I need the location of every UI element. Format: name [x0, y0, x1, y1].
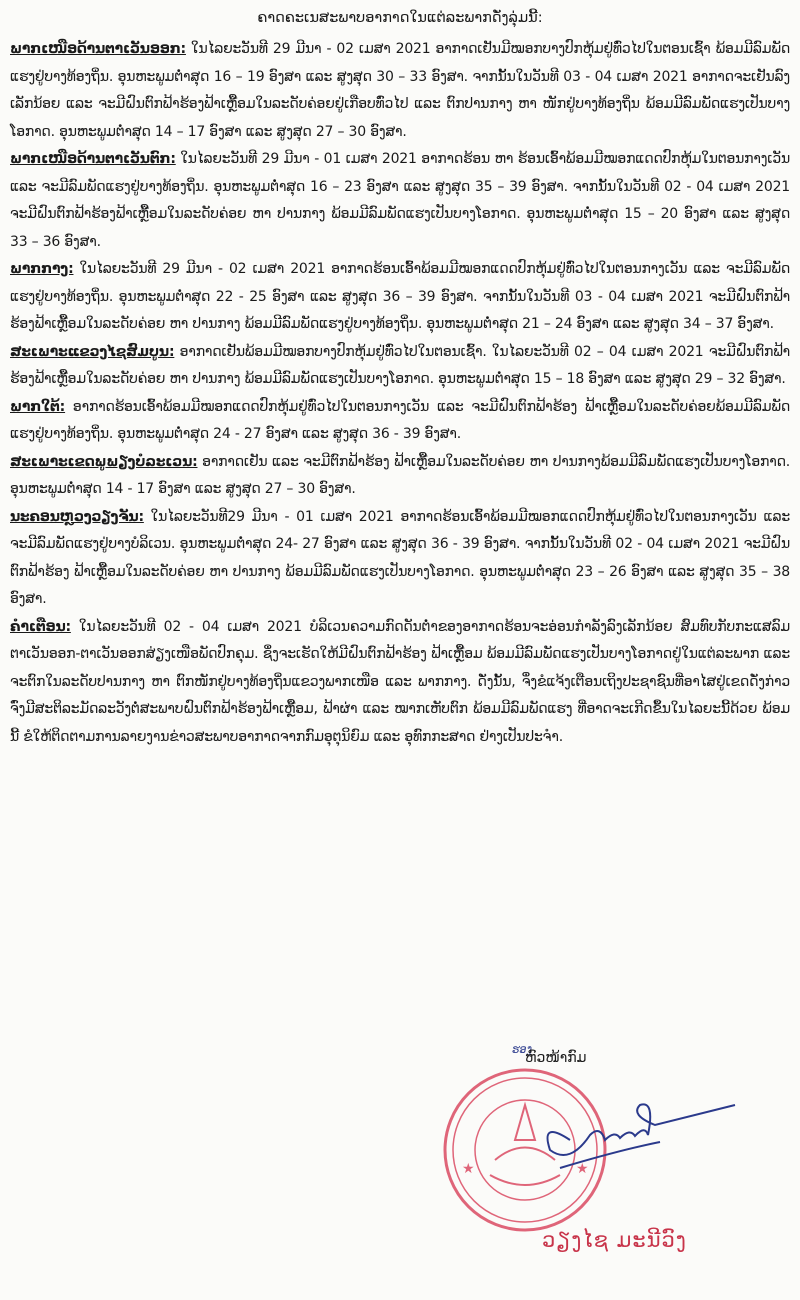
section-heading: ພາກເໜືອດ້ານຕາເວັນຕົກ:: [10, 151, 176, 167]
section-text: ອາກາດເຢັນພ້ອມມີໝອກບາງປົກຫຸ້ມຢູ່ທົ່ວໄປໃນຕອນເຊົ້າ. ໃນໄລຍະວັນທີ 02 – 04 ເມສາ 2021 ຈະມີຝົນຕົກຟ້າຮ້ອງຟ້າເຫຼື້ອມໃນລະດັບຄ່ອຍ ຫາ ປານກາງ ພ້ອມມີລົມພັດແຮງເປັນບາງໂອກາດ. ອຸນຫະພູມຕໍ່າສຸດ 15 – 18 ອົງສາ ແລະ ສູງສຸດ 29 – 32 ອົງສາ.: [10, 343, 790, 387]
section-text: ອາກາດເຢັນ ແລະ ຈະມີຕົກຟ້າຮ້ອງ ຟ້າເຫຼື້ອມໃນລະດັບຄ່ອຍ ຫາ ປານກາງພ້ອມມີລົມພັດແຮງເປັນບາງໂອກາດ. ອຸນຫະພູມຕໍ່າສຸດ 14 - 17 ອົງສາ ແລະ ສູງສຸດ 27 – 30 ອົງສາ.: [10, 453, 790, 497]
section-south: [10, 394, 790, 449]
section-warning: [10, 614, 790, 752]
section-heading: ພາກກາງ:: [10, 261, 74, 277]
section-heading: ພາກເໜືອດ້ານຕາເວັນອອກ:: [10, 41, 186, 57]
section-heading: ສະເພາະແຂວງໄຊສົມບູນ:: [10, 343, 175, 360]
signatory-position: ຫົວໜ້າກົມ: [525, 1050, 587, 1066]
handwritten-signature: [530, 1080, 760, 1190]
section-northwest: [10, 146, 790, 256]
section-bolaven: [10, 449, 790, 504]
section-text: ໃນໄລຍະວັນທີ 02 - 04 ເມສາ 2021 ບໍລິເວນຄວາມກົດດັນຕໍ່າຂອງອາກາດຮ້ອນຈະອ່ອນກຳລັງລົງເລັກນ້ອຍ ສົມທົບກັບກະແສລົມຕາເວັນອອກ-ຕາເວັນອອກສ່ຽງເໜືອພັດປົກຄຸມ. ຊຶ່ງຈະເຮັດໃຫ້ມີຝົນຕົກຟ້າຮ້ອງ ຟ້າເຫຼື້ອມ ພ້ອມມີລົມພັດແຮງເປັນບາງໂອກາດຢູ່ໃນແຕ່ລະພາກ ແລະ ຈະຕົກໃນລະດັບປານກາງ ຫາ ຕົກໜັກຢູ່ບາງທ້ອງຖິ່ນແຂວງພາກເໜືອ ແລະ ພາກກາງ. ດັ່ງນັ້ນ, ຈຶ່ງຂໍແຈ້ງເຕືອນເຖິງປະຊາຊົນທີ່ອາໄສຢູ່ເຂດດັ່ງກ່າວ ຈົ່ງມີສະຕິລະມັດລະວັງຕໍ່ສະພາບຝົນຕົກຟ້າຮ້ອງຟ້າເຫຼື້ອມ, ຟ້າຜ່າ ແລະ ໝາກເຫັບຕົກ ພ້ອມມີລົມພັດແຮງ ທີ່ອາດຈະເກີດຂຶ້ນໃນໄລຍະນີ້ດ້ວຍ ພ້ອມນີ້ ຂໍໃຫ້ຕິດຕາມການລາຍງານຂ່າວສະພາບອາກາດຈາກກົມອຸຕຸນິຍົມ ແລະ ອຸທົກກະສາດ ຢ່າງເປັນປະຈຳ.: [10, 618, 790, 745]
section-text: ໃນໄລຍະວັນທີ 29 ມີນາ - 01 ເມສາ 2021 ອາກາດຮ້ອນ ຫາ ຮ້ອນເອົ້າພ້ອມມີໝອກແດດປົກຫຸ້ມໃນຕອນກາງເວັນ ແລະ ຈະມີລົມພັດແຮງຢູ່ບາງທ້ອງຖິ່ນ. ອຸນຫະພູມຕໍ່າສຸດ 16 – 23 ອົງສາ ແລະ ສູງສຸດ 35 – 39 ອົງສາ. ຈາກນັ້ນໃນວັນທີ 02 - 04 ເມສາ 2021 ຈະມີຝົນຕົກຟ້າຮ້ອງຟ້າເຫຼື້ອມໃນລະດັບຄ່ອຍ ຫາ ປານກາງ ພ້ອມມີລົມພັດແຮງເປັນບາງໂອກາດ. ອຸນຫະພູມຕໍ່າສຸດ 15 – 20 ອົງສາ ແລະ ສູງສຸດ 33 – 36 ອົງສາ.: [10, 151, 790, 250]
svg-text:★: ★: [462, 1161, 475, 1177]
section-text: ອາກາດຮ້ອນເອົ້າພ້ອມມີໝອກແດດປົກຫຸ້ມຢູ່ທົ່ວໄປໃນຕອນກາງເວັນ ແລະ ຈະມີຝົນຕົກຟ້າຮ້ອງ ຟ້າເຫຼື້ອມໃນລະດັບຄ່ອຍພ້ອມມີລົມພັດແຮງຢູ່ບາງທ້ອງຖິ່ນ. ອຸນຫະພູມຕໍ່າສຸດ 24 - 27 ອົງສາ ແລະ ສູງສຸດ 36 - 39 ອົງສາ.: [10, 398, 790, 442]
section-xaisomboun: [10, 339, 790, 394]
section-heading: ສະເພາະເຂດພູພຽງບໍລະເວນ:: [10, 453, 198, 470]
section-text: ໃນໄລຍະວັນທີ 29 ມີນາ - 02 ເມສາ 2021 ອາກາດເຢັນມີໝອກບາງປົກຫຸ້ມຢູ່ທົ່ວໄປໃນຕອນເຊົ້າ ພ້ອມມີລົມພັດແຮງຢູ່ບາງທ້ອງຖິ່ນ. ອຸນຫະພູມຕໍ່າສຸດ 16 – 19 ອົງສາ ແລະ ສູງສຸດ 30 – 33 ອົງສາ. ຈາກນັ້ນໃນວັນທີ 03 - 04 ເມສາ 2021 ອາກາດຈະເຢັນລົງເລັກນ້ອຍ ແລະ ຈະມີຝົນຕົກຟ້າຮ້ອງຟ້າເຫຼື້ອມໃນລະດັບຄ່ອຍຢູ່ເກືອບທົ່ວໄປ ແລະ ຕົກປານກາງ ຫາ ໜັກຢູ່ບາງທ້ອງຖິ່ນ ພ້ອມມີລົມພັດແຮງເປັນບາງໂອກາດ. ອຸນຫະພູມຕໍ່າສຸດ 14 – 17 ອົງສາ ແລະ ສູງສຸດ 27 – 30 ອົງສາ.: [10, 41, 790, 140]
section-heading: ຄຳເຕືອນ:: [10, 618, 71, 635]
signatory-name: ວຽງໄຊ ມະນີວົງ: [542, 1228, 687, 1252]
forecast-body: [10, 36, 790, 751]
svg-text:★: ★: [576, 1161, 589, 1177]
signature-prefix-handwritten: ຮອງ: [512, 1043, 532, 1056]
section-vientiane: [10, 504, 790, 614]
document-title: ຄາດຄະເນສະພາບອາກາດໃນແຕ່ລະພາກດັ່ງລຸ່ມນີ້:: [257, 10, 543, 26]
section-northeast: [10, 36, 790, 146]
section-text: ໃນໄລຍະວັນທີ 29 ມີນາ - 02 ເມສາ 2021 ອາກາດຮ້ອນເອົ້າພ້ອມມີໝອກແດດປົກຫຸ້ມຢູ່ທົ່ວໄປໃນຕອນກາງເວັນ ແລະ ຈະມີລົມພັດແຮງຢູ່ບາງທ້ອງຖິ່ນ. ອຸນຫະພູມຕໍ່າສຸດ 22 - 25 ອົງສາ ແລະ ສູງສຸດ 36 – 39 ອົງສາ. ຈາກນັ້ນໃນວັນທີ 03 - 04 ເມສາ 2021 ຈະມີຝົນຕົກຟ້າຮ້ອງຟ້າເຫຼື້ອມໃນລະດັບຄ່ອຍ ຫາ ປານກາງ ພ້ອມມີລົມພັດແຮງຢູ່ບາງທ້ອງຖິ່ນ. ອຸນຫະພູມຕໍ່າສຸດ 21 – 24 ອົງສາ ແລະ ສູງສຸດ 34 – 37 ອົງສາ.: [10, 261, 790, 332]
section-heading: ນະຄອນຫຼວງວຽງຈັນ:: [10, 508, 144, 525]
section-central: [10, 256, 790, 339]
section-text: ໃນໄລຍະວັນທີ29 ມີນາ - 01 ເມສາ 2021 ອາກາດຮ້ອນເອົ້າພ້ອມມີໝອກແດດປົກຫຸ້ມຢູ່ທົ່ວໄປໃນຕອນກາງເວັນ ແລະ ຈະມີລົມພັດແຮງຢູ່ບາງບໍລິເວນ. ອຸນຫະພູມຕໍ່າສຸດ 24- 27 ອົງສາ ແລະ ສູງສຸດ 36 - 39 ອົງສາ. ຈາກນັ້ນໃນວັນທີ 02 - 04 ເມສາ 2021 ຈະມີຝົນຕົກຟ້າຮ້ອງ ຟ້າເຫຼື້ອມໃນລະດັບຄ່ອຍ ຫາ ປານກາງ ພ້ອມມີລົມພັດແຮງເປັນບາງໂອກາດ. ອຸນຫະພູມຕໍ່າສຸດ 23 – 26 ອົງສາ ແລະ ສູງສຸດ 35 – 38 ອົງສາ.: [10, 508, 790, 607]
section-heading: ພາກໃຕ້:: [10, 398, 66, 415]
